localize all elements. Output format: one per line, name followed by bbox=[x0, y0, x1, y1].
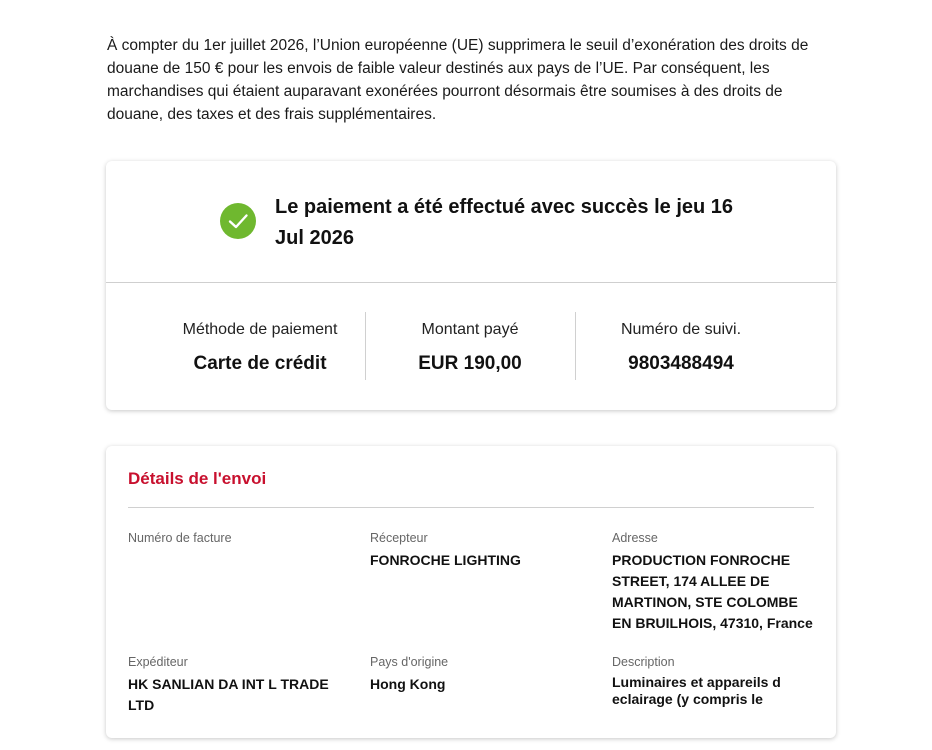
payment-method-label: Méthode de paiement bbox=[182, 321, 338, 338]
origin-country-value: Hong Kong bbox=[370, 676, 446, 692]
receiver-value: FONROCHE LIGHTING bbox=[370, 552, 521, 568]
payment-method-value: Carte de crédit bbox=[193, 353, 327, 374]
divider bbox=[128, 507, 814, 508]
invoice-number-field bbox=[128, 530, 343, 550]
tracking-number-value[interactable]: 9803488494 bbox=[628, 353, 734, 374]
customs-notice: À compter du 1er juillet 2026, l’Union européenne (UE) supprimera le seuil d’exonération des droits de douane de 150 € pour les envois de faible valeur destinés aux pays de l’UE. Par conséquent, les marchandises qui étaient auparavant exonérées pourront désormais être soumises à des droits de douane, des taxes et des frais supplémentaires. bbox=[107, 37, 809, 123]
origin-country-label: Pays d'origine bbox=[370, 655, 449, 669]
shipment-details-card bbox=[106, 446, 836, 738]
payment-success-message: Le paiement a été effectué avec succès le jeu 16 Jul 2026 bbox=[275, 196, 734, 249]
sender-value: HK SANLIAN DA INT L TRADE LTD bbox=[128, 676, 329, 713]
sender-label: Expéditeur bbox=[128, 655, 188, 669]
amount-paid-value: EUR 190,00 bbox=[418, 353, 522, 374]
sender-field bbox=[128, 654, 343, 716]
address-value: PRODUCTION FONROCHE STREET, 174 ALLEE DE MARTINON, STE COLOMBE EN BRUILHOIS, 47310, France bbox=[612, 552, 813, 631]
payment-success-banner bbox=[106, 161, 836, 283]
amount-paid-label: Montant payé bbox=[421, 321, 519, 338]
origin-country-field bbox=[370, 654, 585, 695]
invoice-number-label: Numéro de facture bbox=[128, 531, 232, 545]
receiver-label: Récepteur bbox=[370, 531, 428, 545]
description-field bbox=[612, 654, 817, 708]
tracking-number-label: Numéro de suivi. bbox=[620, 321, 742, 338]
address-label: Adresse bbox=[612, 531, 658, 545]
check-circle-icon bbox=[220, 203, 256, 239]
description-value: Luminaires et appareils d eclairage (y compris le bbox=[612, 674, 781, 707]
payment-method bbox=[156, 283, 364, 410]
amount-paid bbox=[366, 283, 574, 410]
receiver-field bbox=[370, 530, 585, 571]
tracking-number bbox=[576, 283, 786, 410]
shipment-details-title: Détails de l'envoi bbox=[128, 469, 267, 488]
payment-confirmation-card bbox=[106, 161, 836, 410]
address-field bbox=[612, 530, 817, 634]
description-label: Description bbox=[612, 655, 675, 669]
